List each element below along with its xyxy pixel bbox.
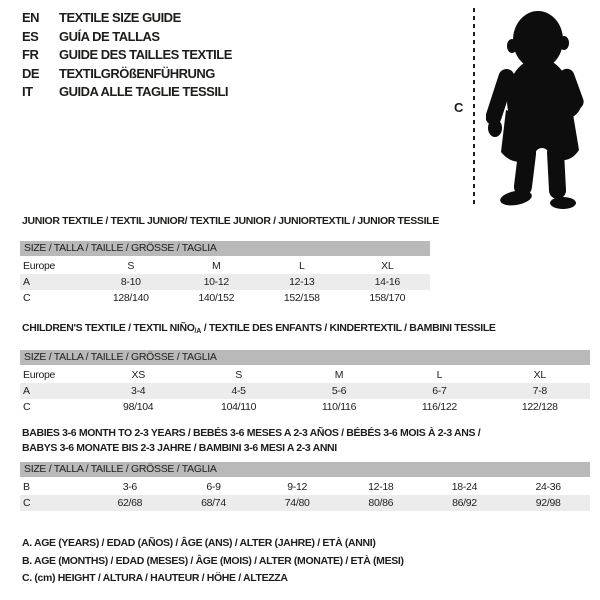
table-cell: 74/80 bbox=[255, 495, 339, 511]
table-row bbox=[20, 257, 430, 274]
table-cell: 12-18 bbox=[368, 481, 394, 493]
table-header-row bbox=[20, 241, 430, 257]
table-row bbox=[20, 366, 590, 383]
table-cell: 12-13 bbox=[259, 274, 345, 290]
table-cell: M bbox=[212, 260, 221, 272]
table-row bbox=[20, 290, 430, 306]
row-label: B bbox=[23, 481, 30, 493]
children-title-subscript: /A bbox=[194, 328, 202, 335]
size-header: SIZE / TALLA / TAILLE / GRÖSSE / TAGLIA bbox=[20, 350, 590, 366]
table-cell: 80/86 bbox=[339, 495, 423, 511]
table-cell: 62/68 bbox=[88, 495, 172, 511]
table-cell: 14-16 bbox=[345, 274, 431, 290]
lang-code: IT bbox=[22, 84, 33, 99]
lang-row-fr bbox=[22, 46, 232, 65]
table-cell: 158/170 bbox=[369, 292, 406, 304]
children-title-pre: CHILDREN'S TEXTILE / TEXTIL NIÑO bbox=[22, 322, 195, 334]
table-cell: 4-5 bbox=[188, 383, 288, 399]
table-cell: 9-12 bbox=[287, 481, 308, 493]
row-label: A bbox=[20, 383, 88, 399]
table-header-row bbox=[20, 462, 590, 478]
language-title-block bbox=[22, 9, 232, 102]
table-cell: 140/152 bbox=[198, 292, 235, 304]
children-size-table bbox=[20, 350, 590, 415]
row-label: Europe bbox=[23, 260, 56, 272]
children-title-post: / TEXTILE DES ENFANTS / KINDERTEXTIL / BAMBINI TESSILE bbox=[201, 322, 496, 334]
lang-label: GUÍA DE TALLAS bbox=[59, 28, 160, 44]
table-cell: 128/140 bbox=[112, 292, 149, 304]
size-header: SIZE / TALLA / TAILLE / GRÖSSE / TAGLIA bbox=[20, 462, 590, 478]
table-row bbox=[20, 495, 590, 511]
table-cell: 6-9 bbox=[206, 481, 221, 493]
table-cell: 98/104 bbox=[123, 401, 154, 413]
lang-row-de bbox=[22, 65, 232, 84]
lang-code: FR bbox=[22, 47, 39, 62]
table-cell: 10-12 bbox=[174, 274, 260, 290]
junior-size-table bbox=[20, 241, 430, 306]
table-cell: 152/158 bbox=[283, 292, 320, 304]
measurement-legend bbox=[22, 535, 404, 588]
lang-row-en bbox=[22, 9, 232, 28]
table-cell: L bbox=[436, 369, 443, 381]
table-row bbox=[20, 399, 590, 415]
row-label: C bbox=[23, 292, 31, 304]
legend-line-b: B. AGE (MONTHS) / EDAD (MESES) / ÂGE (MOIS) / ALTER (MONATE) / ETÀ (MESI) bbox=[22, 554, 404, 567]
table-cell: 104/110 bbox=[221, 401, 257, 413]
row-label: C bbox=[20, 495, 88, 511]
row-label: C bbox=[23, 401, 31, 413]
table-cell: M bbox=[334, 369, 344, 381]
dashed-height-line bbox=[473, 8, 475, 208]
legend-line-a: A. AGE (YEARS) / EDAD (AÑOS) / ÂGE (ANS) / ALTER (JAHRE) / ETÀ (ANNI) bbox=[22, 537, 376, 549]
table-cell: XS bbox=[131, 369, 145, 381]
toddler-silhouette-icon bbox=[486, 4, 592, 210]
row-label: Europe bbox=[23, 369, 56, 381]
table-cell: 8-10 bbox=[88, 274, 174, 290]
junior-section-title: JUNIOR TEXTILE / TEXTIL JUNIOR/ TEXTILE JUNIOR / JUNIORTEXTIL / JUNIOR TESSILE bbox=[22, 215, 439, 227]
table-cell: 110/116 bbox=[321, 401, 357, 413]
babies-title-line1: BABIES 3-6 MONTH TO 2-3 YEARS / BEBÉS 3-6 MESES A 2-3 AÑOS / BÉBÉS 3-6 MOIS À 2-3 ANS / bbox=[22, 427, 481, 439]
table-cell: 24-36 bbox=[535, 481, 561, 493]
table-cell: 3-6 bbox=[122, 481, 137, 493]
table-cell: L bbox=[298, 260, 305, 272]
lang-code: EN bbox=[22, 10, 40, 25]
table-row bbox=[20, 274, 430, 290]
table-cell: XL bbox=[533, 369, 546, 381]
lang-label: GUIDE DES TAILLES TEXTILE bbox=[59, 47, 232, 62]
table-cell: 86/92 bbox=[423, 495, 507, 511]
lang-row-it bbox=[22, 83, 232, 102]
row-label: A bbox=[20, 274, 88, 290]
table-row bbox=[20, 478, 590, 495]
table-cell: 18-24 bbox=[451, 481, 478, 493]
table-row bbox=[20, 383, 590, 399]
lang-label: GUIDA ALLE TAGLIE TESSILI bbox=[59, 84, 229, 99]
lang-code: DE bbox=[22, 65, 40, 81]
size-header: SIZE / TALLA / TAILLE / GRÖSSE / TAGLIA bbox=[20, 241, 430, 257]
table-cell: S bbox=[127, 260, 135, 272]
babies-section-title bbox=[22, 426, 480, 456]
table-cell: 92/98 bbox=[506, 495, 590, 511]
table-cell: 122/128 bbox=[521, 401, 558, 413]
table-cell: XL bbox=[381, 260, 394, 272]
table-cell: 68/74 bbox=[172, 495, 256, 511]
table-cell: 5-6 bbox=[289, 383, 389, 399]
table-header-row bbox=[20, 350, 590, 366]
legend-line-c: C. (cm) HEIGHT / ALTURA / HAUTEUR / HÖHE / ALTEZZA bbox=[22, 572, 288, 584]
table-cell: 3-4 bbox=[88, 383, 188, 399]
lang-label: TEXTILGRÖßENFÜHRUNG bbox=[59, 65, 215, 81]
height-measure-figure bbox=[440, 0, 600, 215]
lang-row-es bbox=[22, 28, 232, 47]
table-cell: S bbox=[235, 369, 242, 381]
measure-c-label: C bbox=[454, 100, 464, 115]
babies-title-line2: BABYS 3-6 MONATE BIS 2-3 JAHRE / BAMBINI 3-6 MESI A 2-3 ANNI bbox=[22, 442, 337, 454]
lang-code: ES bbox=[22, 28, 39, 44]
babies-size-table bbox=[20, 462, 590, 511]
lang-label: TEXTILE SIZE GUIDE bbox=[59, 10, 181, 25]
children-section-title bbox=[22, 322, 496, 335]
table-cell: 116/122 bbox=[421, 401, 457, 413]
table-cell: 7-8 bbox=[490, 383, 590, 399]
table-cell: 6-7 bbox=[389, 383, 489, 399]
